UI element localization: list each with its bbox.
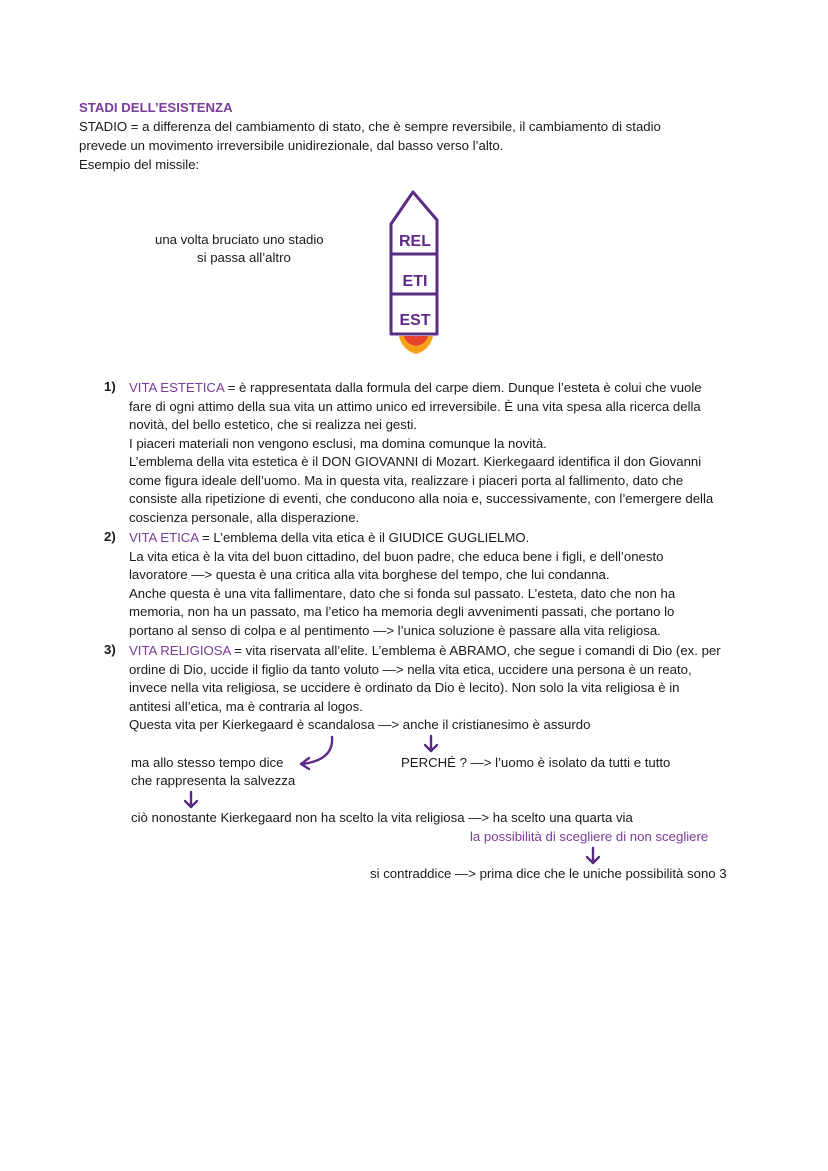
item-line: portano al senso di colpa e al pentimento —> l’unica soluzione è passare alla vita religiosa. [129,622,661,638]
item-number: 1) [104,379,116,394]
item-line: = L’emblema della vita etica è il GIUDICE GUGLIELMO. [198,530,530,545]
list-item [129,642,769,735]
curved-arrow-icon [296,734,340,774]
list-item [129,379,769,527]
item-line: = è rappresentata dalla formula del carpe diem. Dunque l’esteta è colui che vuole [224,380,702,395]
note-contradiction: si contraddice —> prima dice che le uniche possibilità sono 3 [370,866,727,881]
item-line: novità, del bello estetico, che si realizza nei gesti. [129,417,418,432]
item-line: ordine di Dio, uccide il figlio da tanto voluto —> nella vita etica, uccidere una persona è un reato, [129,661,692,677]
item-line: Anche questa è una vita fallimentare, dato che si fonda sul passato. L’esteta, dato che non ha [129,585,676,601]
stage-est: EST [399,312,431,329]
down-arrow-icon [585,846,601,866]
item-line: consiste alla ripetizione di eventi, che conducono alla noia e, successivamente, con l’emergere della [129,491,714,506]
intro-line: STADIO = a differenza del cambiamento di stato, che è sempre reversibile, il cambiamento di stadio [79,119,661,134]
page-title: STADI DELL’ESISTENZA [79,100,233,115]
item-line: antitesi all’etica, ma è contraria al logos. [129,698,363,714]
item-line: L’emblema della vita estetica è il DON GIOVANNI di Mozart. Kierkegaard identifica il don Giovanni [129,454,702,469]
list-item [129,529,769,640]
stage-rel: REL [399,233,431,250]
rocket-caption: una volta bruciato uno stadio [155,232,324,247]
rocket-caption: si passa all’altro [197,250,291,265]
down-arrow-icon [183,790,199,810]
item-line: memoria, non ha un passato, ma l’etico ha memoria degli avvenimenti passati, che portano lo [129,604,675,619]
note-left: ma allo stesso tempo dice [131,755,284,770]
item-label: VITA RELIGIOSA [129,643,231,658]
note-possibility: la possibilità di scegliere di non scegliere [470,829,709,844]
item-number: 2) [104,529,116,544]
item-label: VITA ESTETICA [129,380,225,395]
item-line: lavoratore —> questa è una critica alla vita borghese del tempo, che lui condanna. [129,567,610,582]
intro-line: prevede un movimento irreversibile unidirezionale, dal basso verso l’alto. [79,138,504,153]
item-line: invece nella vita religiosa, se uccidere è ordinato da Dio è lecito). Non solo la vita religiosa è in [129,680,680,695]
rocket-diagram [384,188,446,360]
item-number: 3) [104,642,116,657]
item-line: = vita riservata all’elite. L’emblema è ABRAMO, che segue i comandi di Dio (ex. per [230,643,721,658]
item-line: Questa vita per Kierkegaard è scandalosa —> anche il cristianesimo è assurdo [129,717,591,732]
down-arrow-icon [423,734,439,754]
note-left: che rappresenta la salvezza [131,773,296,788]
note-fourth-way: ciò nonostante Kierkegaard non ha scelto la vita religiosa —> ha scelto una quarta via [131,810,633,825]
item-line: coscienza personale, alla disperazione. [129,509,360,525]
item-line: come figura ideale dell’uomo. Ma in questa vita, realizzare i piaceri porta al fallimento, dato che [129,472,684,488]
item-line: La vita etica è la vita del buon cittadino, del buon padre, che educa bene i figli, e dell’onesto [129,548,664,564]
note-right: PERCHÉ ? —> l’uomo è isolato da tutti e tutto [401,755,671,770]
intro-line: Esempio del missile: [79,157,200,172]
item-line: fare di ogni attimo della sua vita un attimo unico ed irreversibile. È una vita spesa alla ricerca della [129,398,701,414]
item-line: I piaceri materiali non vengono esclusi, ma domina comunque la novità. [129,435,547,451]
stage-eti: ETI [402,273,428,290]
item-label: VITA ETICA [129,530,199,545]
